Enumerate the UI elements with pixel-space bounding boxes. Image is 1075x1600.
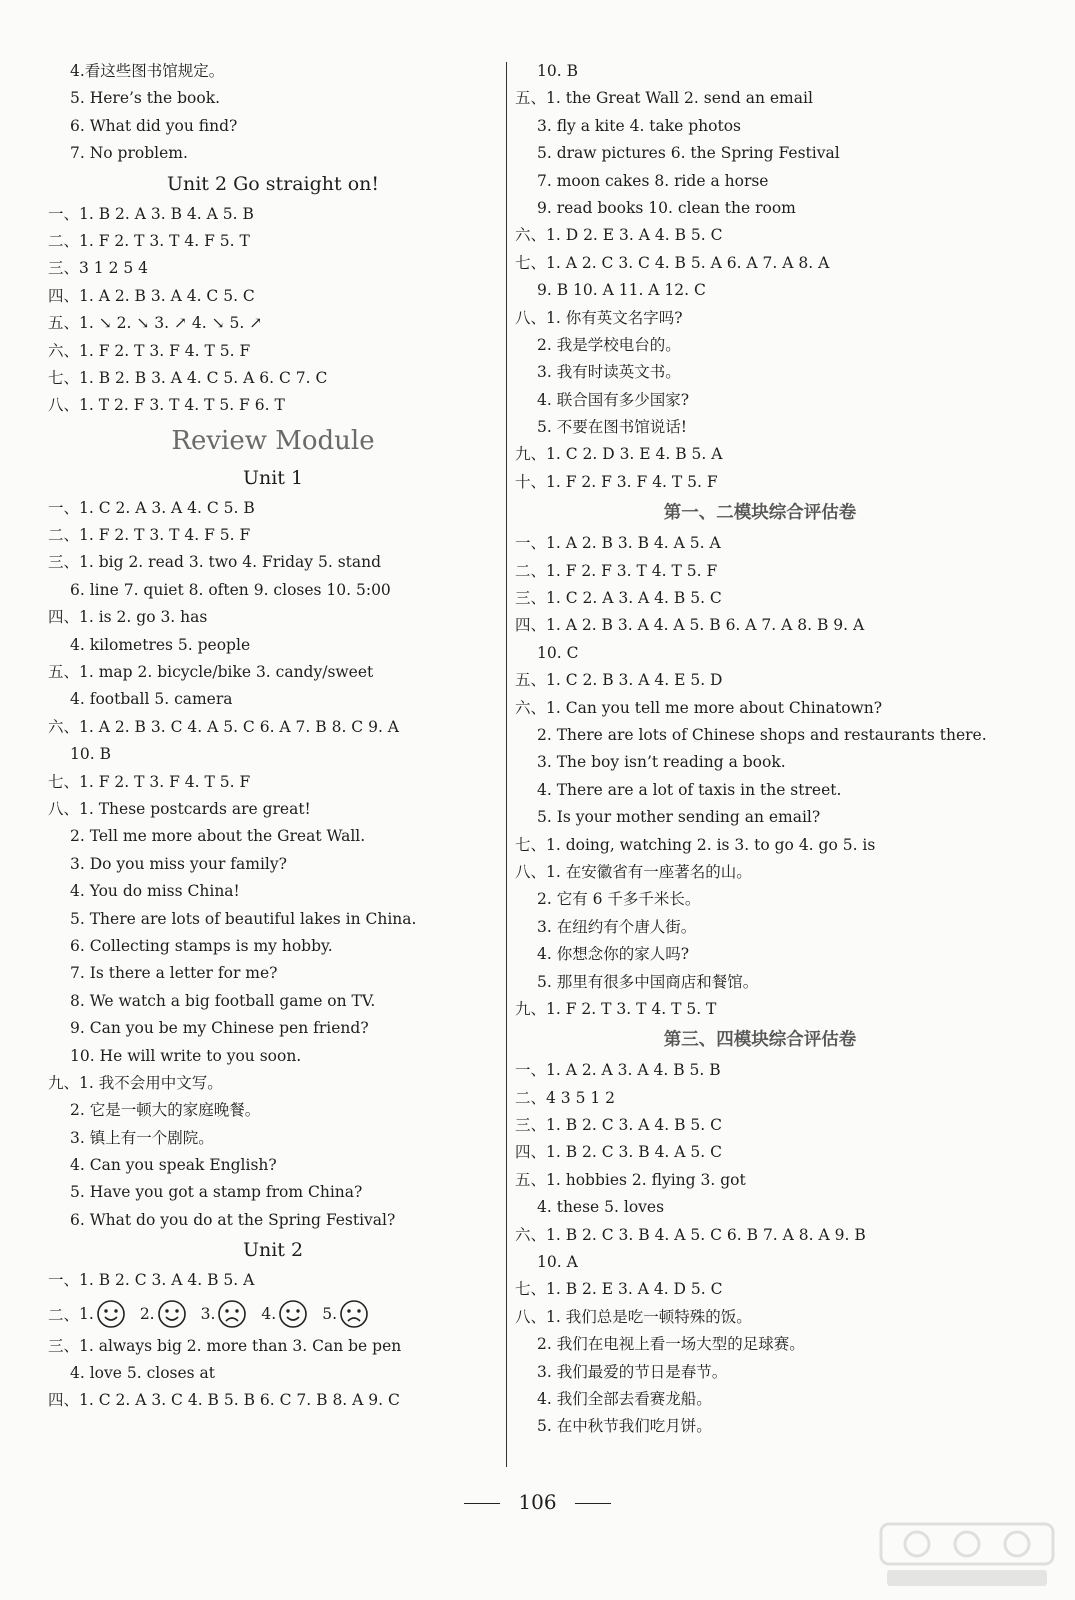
answer-line: 六、1. D 2. E 3. A 4. B 5. C xyxy=(515,226,723,245)
answer-line: 九、1. F 2. T 3. T 4. T 5. T xyxy=(515,999,717,1018)
answer-line: 三、1. B 2. C 3. A 4. B 5. C xyxy=(515,1116,722,1135)
answer-line: 2. There are lots of Chinese shops and restaurants there. xyxy=(537,725,987,744)
answer-line: 3. 我有时读英文书。 xyxy=(537,363,681,382)
answer-line: 八、1. T 2. F 3. T 4. T 5. F 6. T xyxy=(48,396,285,415)
exam-heading: 第一、二模块综合评估卷 xyxy=(663,503,857,524)
answer-line: 七、1. F 2. T 3. F 4. T 5. F xyxy=(48,772,251,791)
face-answer xyxy=(79,1299,126,1329)
answer-number: 3. xyxy=(200,1304,216,1323)
page-number: 106 xyxy=(518,1490,557,1514)
left-column xyxy=(48,58,498,1415)
happy-face-icon xyxy=(278,1299,308,1329)
answer-line: 一、1. A 2. A 3. A 4. B 5. B xyxy=(515,1061,721,1080)
answer-line: 6. line 7. quiet 8. often 9. closes 10. 5:00 xyxy=(70,580,391,599)
sad-face-icon xyxy=(217,1299,247,1329)
right-column xyxy=(515,58,1005,1441)
face-answer-row xyxy=(48,1295,498,1333)
answer-line: 四、1. is 2. go 3. has xyxy=(48,608,208,627)
answer-line: 4. 我们全部去看赛龙船。 xyxy=(537,1389,712,1408)
answer-line: 六、1. Can you tell me more about Chinatown? xyxy=(515,698,883,717)
answer-line: 二、1. F 2. F 3. T 4. T 5. F xyxy=(515,561,718,580)
answer-line: 9. Can you be my Chinese pen friend? xyxy=(70,1019,369,1038)
answer-line: 六、1. A 2. B 3. C 4. A 5. C 6. A 7. B 8. C 9. A xyxy=(48,717,399,736)
answer-line: 4. You do miss China! xyxy=(70,882,240,901)
section-label: 二、 xyxy=(48,1305,80,1324)
answer-line: 二、4 3 5 1 2 xyxy=(515,1088,616,1107)
watermark-logo xyxy=(877,1520,1057,1592)
answer-line: 7. moon cakes 8. ride a horse xyxy=(537,171,769,190)
answer-line: 10. C xyxy=(537,643,579,662)
footer-dash-right xyxy=(575,1503,611,1504)
answer-line: 六、1. B 2. C 3. B 4. A 5. C 6. B 7. A 8. A 9. B xyxy=(515,1225,866,1244)
answer-line: 4. these 5. loves xyxy=(537,1198,665,1217)
answer-line: 2. Tell me more about the Great Wall. xyxy=(70,827,366,846)
answer-line: 4. 联合国有多少国家? xyxy=(537,390,690,409)
unit-heading: Unit 1 xyxy=(242,466,304,489)
answer-line: 九、1. C 2. D 3. E 4. B 5. A xyxy=(515,445,723,464)
answer-line: 五、1. the Great Wall 2. send an email xyxy=(515,89,813,108)
sad-face-icon xyxy=(339,1299,369,1329)
answer-line: 4. kilometres 5. people xyxy=(70,635,251,654)
answer-line: 2. 我是学校电台的。 xyxy=(537,335,681,354)
answer-line: 四、1. B 2. C 3. B 4. A 5. C xyxy=(515,1143,722,1162)
face-answer xyxy=(322,1299,369,1329)
footer-dash-left xyxy=(464,1503,500,1504)
answer-number: 4. xyxy=(261,1304,277,1323)
answer-line: 九、1. 我不会用中文写。 xyxy=(48,1073,223,1092)
answer-line: 3. 镇上有一个剧院。 xyxy=(70,1128,214,1147)
answer-line: 4. love 5. closes at xyxy=(70,1364,216,1383)
happy-face-icon xyxy=(157,1299,187,1329)
answer-line: 9. read books 10. clean the room xyxy=(537,198,796,217)
answer-line: 二、1. F 2. T 3. T 4. F 5. T xyxy=(48,231,250,250)
answer-number: 2. xyxy=(139,1304,155,1323)
answer-line: 5. 不要在图书馆说话! xyxy=(537,418,687,437)
answer-line: 10. A xyxy=(537,1253,578,1272)
answer-line: 8. We watch a big football game on TV. xyxy=(70,991,376,1010)
unit-heading: Unit 2 Go straight on! xyxy=(166,172,380,195)
answer-line: 三、1. always big 2. more than 3. Can be pen xyxy=(48,1336,402,1355)
answer-line: 八、1. 在安徽省有一座著名的山。 xyxy=(515,862,752,881)
answer-line: 10. He will write to you soon. xyxy=(70,1046,302,1065)
answer-line: 八、1. These postcards are great! xyxy=(48,799,311,818)
face-answer xyxy=(140,1299,187,1329)
answer-line: 6. What do you do at the Spring Festival? xyxy=(70,1210,396,1229)
page-footer xyxy=(0,1490,1075,1514)
answer-line: 5. draw pictures 6. the Spring Festival xyxy=(537,144,840,163)
answer-line: 6. Collecting stamps is my hobby. xyxy=(70,936,333,955)
answer-line: 5. Here’s the book. xyxy=(70,89,221,108)
answer-line: 八、1. 我们总是吃一顿特殊的饭。 xyxy=(515,1307,752,1326)
answer-line: 2. 它是一顿大的家庭晚餐。 xyxy=(70,1101,261,1120)
answer-line: 3. 在纽约有个唐人街。 xyxy=(537,917,697,936)
answer-line: 五、1. C 2. B 3. A 4. E 5. D xyxy=(515,671,723,690)
answer-line: 八、1. 你有英文名字吗? xyxy=(515,308,683,327)
answer-line: 四、1. A 2. B 3. A 4. A 5. B 6. A 7. A 8. B 9. A xyxy=(515,616,865,635)
unit-heading: Unit 2 xyxy=(242,1239,304,1262)
answer-line: 四、1. A 2. B 3. A 4. C 5. C xyxy=(48,286,255,305)
face-answer xyxy=(261,1299,308,1329)
answer-line: 5. There are lots of beautiful lakes in China. xyxy=(70,909,417,928)
answer-line: 五、1. hobbies 2. flying 3. got xyxy=(515,1170,746,1189)
answer-line: 6. What did you find? xyxy=(70,116,238,135)
answer-line: 三、1. C 2. A 3. A 4. B 5. C xyxy=(515,589,722,608)
answer-line: 5. Have you got a stamp from China? xyxy=(70,1183,363,1202)
answer-line: 9. B 10. A 11. A 12. C xyxy=(537,281,706,300)
answer-line: 五、1. map 2. bicycle/bike 3. candy/sweet xyxy=(48,663,374,682)
face-answer xyxy=(201,1299,248,1329)
answer-line: 5. Is your mother sending an email? xyxy=(537,808,821,827)
answer-line: 2. 我们在电视上看一场大型的足球赛。 xyxy=(537,1335,805,1354)
answer-line: 七、1. A 2. C 3. C 4. B 5. A 6. A 7. A 8. A xyxy=(515,253,830,272)
answer-line: 三、3 1 2 5 4 xyxy=(48,259,149,278)
module-heading: Review Module xyxy=(171,425,375,456)
answer-line: 十、1. F 2. F 3. F 4. T 5. F xyxy=(515,472,718,491)
answer-line: 4. There are a lot of taxis in the street. xyxy=(537,780,842,799)
answer-line: 一、1. C 2. A 3. A 4. C 5. B xyxy=(48,498,255,517)
answer-line: 5. 在中秋节我们吃月饼。 xyxy=(537,1417,712,1436)
answer-number: 1. xyxy=(79,1304,94,1323)
happy-face-icon xyxy=(96,1299,126,1329)
answer-line: 10. B xyxy=(537,62,578,80)
answer-line: 4. football 5. camera xyxy=(70,690,233,709)
answer-line: 一、1. A 2. B 3. B 4. A 5. A xyxy=(515,534,721,553)
answer-line: 3. 我们最爱的节日是春节。 xyxy=(537,1362,728,1381)
answer-line: 一、1. B 2. A 3. B 4. A 5. B xyxy=(48,204,254,223)
answer-line: 4.看这些图书馆规定。 xyxy=(70,62,225,80)
answer-line: 5. 那里有很多中国商店和餐馆。 xyxy=(537,972,759,991)
answer-line: 七、1. doing, watching 2. is 3. to go 4. go 5. is xyxy=(515,835,876,854)
answer-line: 7. Is there a letter for me? xyxy=(70,964,278,983)
answer-line: 三、1. big 2. read 3. two 4. Friday 5. stand xyxy=(48,553,382,572)
column-divider xyxy=(506,62,507,1467)
answer-line: 7. No problem. xyxy=(70,144,188,163)
answer-line: 10. B xyxy=(70,745,111,764)
answer-line: 3. fly a kite 4. take photos xyxy=(537,116,742,135)
exam-heading: 第三、四模块综合评估卷 xyxy=(663,1030,857,1051)
answer-line: 4. Can you speak English? xyxy=(70,1156,277,1175)
answer-line: 3. The boy isn’t reading a book. xyxy=(537,753,786,772)
answer-line: 4. 你想念你的家人吗? xyxy=(537,945,690,964)
answer-line: 一、1. B 2. C 3. A 4. B 5. A xyxy=(48,1271,255,1290)
answer-number: 5. xyxy=(322,1304,337,1323)
answer-line: 五、1. ↘ 2. ↘ 3. ↗ 4. ↘ 5. ↗ xyxy=(48,314,263,333)
answer-line: 七、1. B 2. E 3. A 4. D 5. C xyxy=(515,1280,723,1299)
answer-line: 3. Do you miss your family? xyxy=(70,854,287,873)
answer-line: 七、1. B 2. B 3. A 4. C 5. A 6. C 7. C xyxy=(48,368,328,387)
answer-line: 四、1. C 2. A 3. C 4. B 5. B 6. C 7. B 8. A 9. C xyxy=(48,1391,400,1410)
answer-line: 二、1. F 2. T 3. T 4. F 5. F xyxy=(48,526,251,545)
answer-line: 六、1. F 2. T 3. F 4. T 5. F xyxy=(48,341,251,360)
answer-line: 2. 它有 6 千多千米长。 xyxy=(537,890,701,909)
